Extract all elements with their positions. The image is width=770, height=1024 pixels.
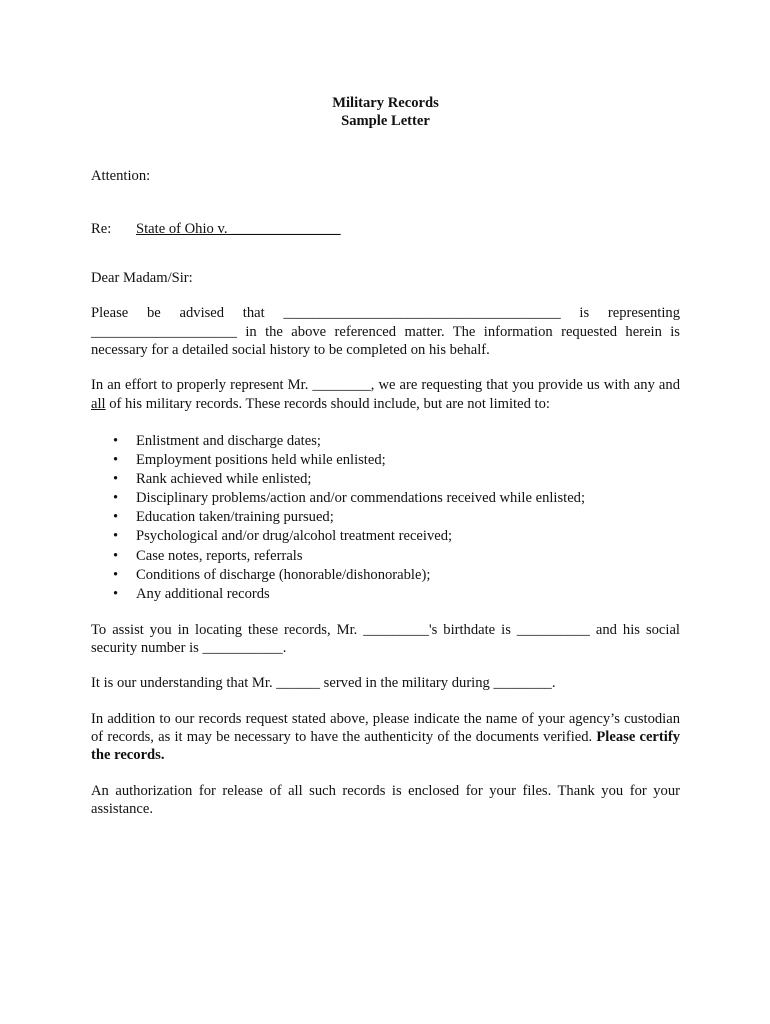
records-list-item <box>91 585 680 604</box>
paragraph-birthdate: To assist you in locating these records, Mr. _________'s birthdate is __________ and his social security number is ___________. <box>91 621 680 657</box>
title-line-1: Military Records <box>332 95 439 111</box>
records-list-item <box>91 566 680 585</box>
paragraph-request-text-1: In an effort to properly represent Mr. ________, we are requesting that you provide us with any and <box>91 377 680 394</box>
records-list-item-text: Psychological and/or drug/alcohol treatment received; <box>136 528 453 545</box>
bullet-icon: • <box>113 566 119 583</box>
bullet-icon: • <box>113 585 119 602</box>
records-list-item <box>91 451 680 470</box>
bullet-icon: • <box>113 490 119 507</box>
certify-records-note: Please certify the records. <box>91 729 680 764</box>
paragraph-representation-rest: ____________________ in the above referenced matter. The information requested herein is necessary for a detailed social history to be completed on his behalf. <box>91 323 680 359</box>
bullet-icon: • <box>113 452 119 469</box>
records-list-item <box>91 489 680 508</box>
bullet-icon: • <box>113 509 119 526</box>
re-subject: State of Ohio v. _______________ <box>136 220 341 237</box>
records-list-item <box>91 508 680 527</box>
records-list-item <box>91 527 680 546</box>
records-list-item-text: Case notes, reports, referrals <box>136 547 303 564</box>
paragraph-representation <box>91 304 680 359</box>
paragraph-request <box>91 376 680 413</box>
paragraph-custodian-text: In addition to our records request stated above, please indicate the name of your agency’s custodian of records, as it may be necessary to have the authenticity of the documents verified. <box>91 710 680 745</box>
bullet-icon: • <box>113 432 119 449</box>
salutation: Dear Madam/Sir: <box>91 270 193 287</box>
records-list-item-text: Any additional records <box>136 585 270 602</box>
records-list-item-text: Rank achieved while enlisted; <box>136 471 312 488</box>
title-line-2: Sample Letter <box>341 113 430 130</box>
records-list-item-text: Conditions of discharge (honorable/dishonorable); <box>136 566 431 583</box>
records-list-item <box>91 470 680 489</box>
records-list-item-text: Employment positions held while enlisted; <box>136 452 386 469</box>
paragraph-custodian <box>91 710 680 765</box>
re-line <box>91 220 680 238</box>
records-list <box>91 432 680 604</box>
paragraph-representation-line-1: Please be advised that ______________________________________ is representing <box>91 305 680 322</box>
paragraph-service-period: It is our understanding that Mr. ______ served in the military during ________. <box>91 675 556 692</box>
bullet-icon: • <box>113 547 119 564</box>
paragraph-request-emphasis: all <box>91 395 106 412</box>
paragraph-request-text-2: of his military records. These records should include, but are not limited to: <box>105 395 550 412</box>
letter-body <box>91 94 680 818</box>
attention-line: Attention: <box>91 167 151 184</box>
records-list-item <box>91 547 680 566</box>
paragraph-authorization: An authorization for release of all such records is enclosed for your files. Thank you for your assistance. <box>91 782 680 817</box>
records-list-item <box>91 432 680 451</box>
records-list-item-text: Enlistment and discharge dates; <box>136 432 321 449</box>
bullet-icon: • <box>113 471 119 488</box>
records-list-item-text: Disciplinary problems/action and/or commendations received while enlisted; <box>136 490 586 507</box>
bullet-icon: • <box>113 528 119 545</box>
records-list-item-text: Education taken/training pursued; <box>136 509 334 526</box>
re-label: Re: <box>91 220 112 237</box>
